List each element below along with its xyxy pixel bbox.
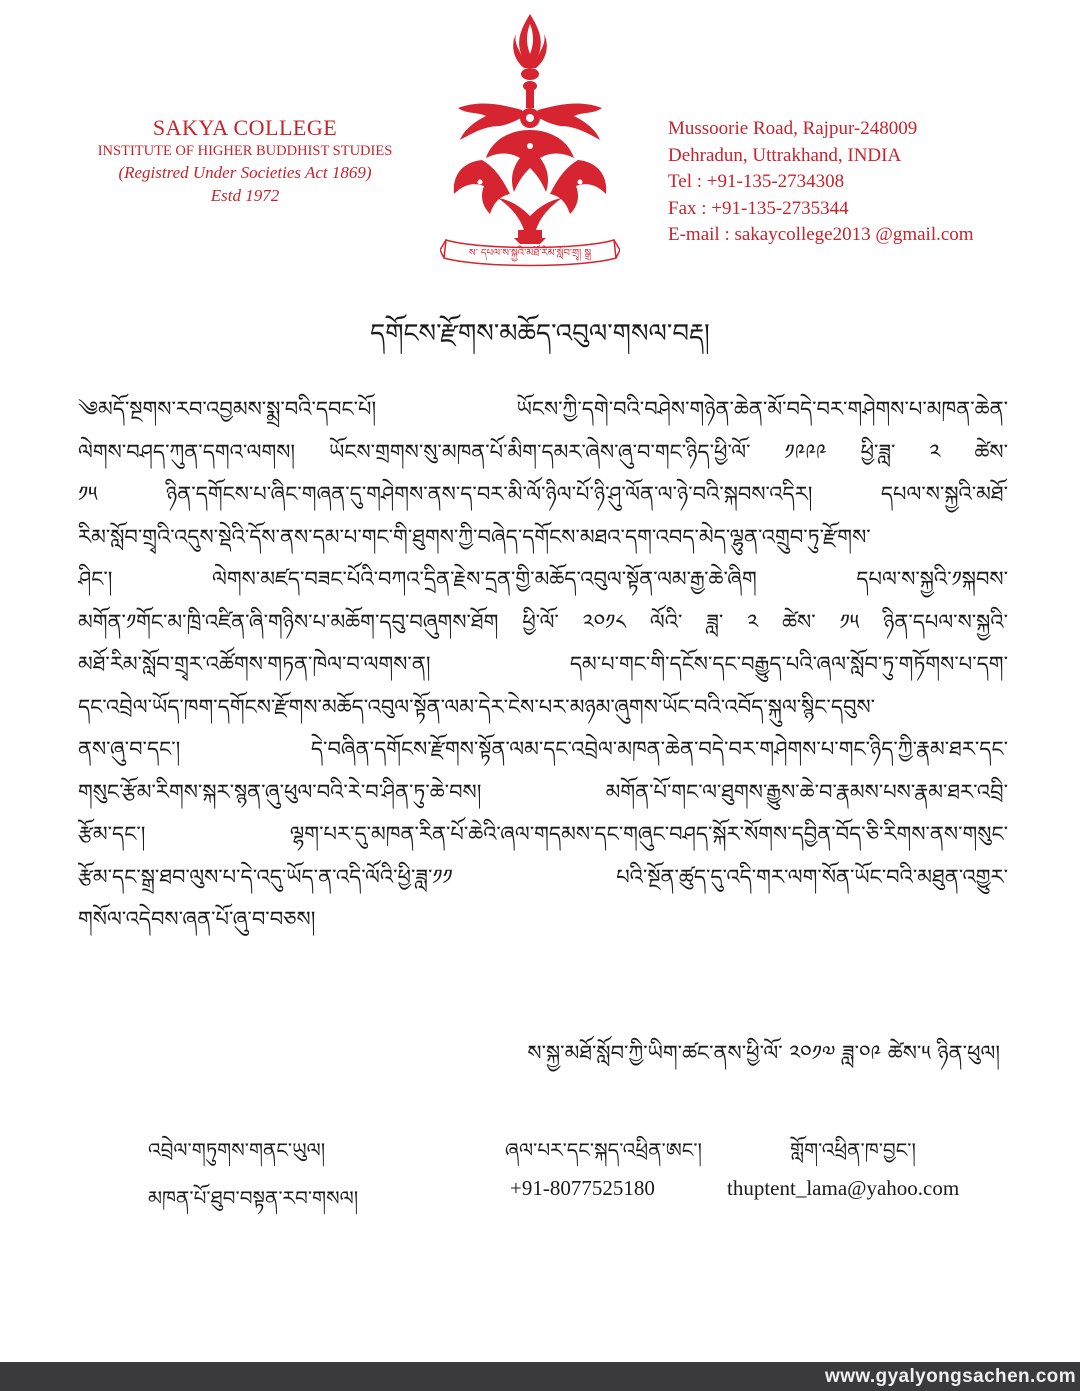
lotus-flame-emblem-icon xyxy=(440,12,620,267)
body-line: ནས་ཞུ་བ་དང་། དེ་བཞིན་དགོངས་རྫོགས་སྟོན་ལམ་དང་འབྲེལ་མཁན་ཆེན་བདེ་བར་གཤེགས་པ་གང་ཉིད་ཀྱི་རྣམ་ཐར་དང་ xyxy=(78,737,1008,761)
body-line: མགོན་༡གོང་མ་ཁྲི་འཛིན་ཞི་གཉིས་པ་མཆོག་དབུ་བཞུགས་ཐོག ཕྱི་ལོ་ ༢༠༡༨ ལོའི་ ཟླ་ ༢ ཚེས་ ༡༥ ཉིན་དཔལ་ས་སྐྱའི་ xyxy=(78,609,1008,634)
body-line: གསོལ་འདེབས་ཞན་པོ་ཞུ་བ་བཅས། xyxy=(78,907,316,931)
body-line: དང་འབྲེལ་ཡོད་ཁག་དགོངས་རྫོགས་མཆོད་འབུལ་སྟོན་ལམ་དེར་ངེས་པར་མཉམ་ཞུགས་ཡོང་བའི་འབོད་སྐུལ་སྙིང་དབུས་ xyxy=(78,694,876,719)
contact-person-name: མཁན་པོ་ཐུབ་བསྟན་རབ་གསལ། xyxy=(148,1186,359,1210)
emblem-banner-text: ས་ དཔལ་ས་སྐྱའི་མཐོ་རིམ་སློབ་གྲྭ། སྒྲ xyxy=(468,248,592,259)
fax: Fax : +91-135-2735344 xyxy=(668,197,849,219)
registration-note: (Registred Under Societies Act 1869) xyxy=(118,163,372,182)
college-name: SAKYA COLLEGE xyxy=(152,115,338,140)
email-label: གློག་འཕྲིན་ཁ་བྱང་། xyxy=(790,1138,916,1162)
address-line-2: Dehradun, Uttrakhand, INDIA xyxy=(668,144,902,166)
body-line: ལེགས་བཤད་ཀུན་དགའ་ལགས། ཡོངས་གྲགས་སུ་མཁན་པོ་མིག་དམར་ཞེས་ཞུ་བ་གང་ཉིད་ཕྱི་ལོ་ ༡༩༩༩ ཕྱི་ཟླ་ ༢ ཚེས་ xyxy=(78,439,1008,464)
site-watermark: www.gyalyongsachen.com xyxy=(825,1366,1076,1387)
body-line: ཤིང་། ལེགས་མཛད་བཟང་པོའི་བཀའ་དྲིན་རྗེས་དྲན་གྱི་མཆོད་འབུལ་སྟོན་ལམ་རྒྱ་ཆེ་ཞིག དཔལ་ས་སྐྱའི་༡སྐབས་ xyxy=(78,567,1008,591)
body-line: མཐོ་རིམ་སློབ་གྲྭར་འཚོགས་གཏན་ཁེལ་བ་ལགས་ན། དམ་པ་གང་གི་དངོས་དང་བརྒྱུད་པའི་ཞལ་སློབ་ཏུ་གཏོགས་པ་དག་ xyxy=(78,652,1008,676)
phone-label: ཞལ་པར་དང་སྐད་འཕྲིན་ཨང་། xyxy=(505,1138,702,1162)
contact-block xyxy=(668,116,974,249)
body-line: ༡༥ ཉིན་དགོངས་པ་ཞིང་གཞན་དུ་གཤེགས་ནས་ད་བར་མི་ལོ་ཉིལ་པོ་ཉི་ཤུ་ལོན་ལ་ཉེ་བའི་སྐབས་འདིར། དཔལ་ས་སྐྱའི་མཐོ་ xyxy=(78,482,1008,506)
letter-body xyxy=(78,388,1008,941)
email: E-mail : sakaycollege2013 @gmail.com xyxy=(668,224,974,245)
phone-number: +91-8077525180 xyxy=(510,1176,655,1200)
letter-title: དགོངས་རྫོགས་མཆོད་འབུལ་གསལ་བརྡ། xyxy=(370,319,710,349)
body-line: རྩོམ་དང་སྒྲ་ཐབ་ལུས་པ་དེ་འདུ་ཡོད་ན་འདི་ལོའི་ཕྱི་ཟླ་༡༡ པའི་སྔོན་ཚུད་དུ་འདི་གར་ལག་སོན་ཡོང་བའི་མཐུན་འགྱུར་ xyxy=(78,864,1008,889)
college-letterhead xyxy=(60,115,430,207)
institute-name: INSTITUTE OF HIGHER BUDDHIST STUDIES xyxy=(97,143,393,159)
email-address: thuptent_lama@yahoo.com xyxy=(727,1176,960,1200)
address-line-1: Mussoorie Road, Rajpur-248009 xyxy=(668,118,918,139)
body-line: གསུང་རྩོམ་རིགས་སྐར་སྙན་ཞུ་ཕུལ་བའི་རེ་བ་ཤིན་ཏུ་ཆེ་བས། མགོན་པོ་གང་ལ་ཐུགས་རྒྱུས་ཆེ་བ་རྣམས་པས་རྣམ་ཐར་འབྲི་ xyxy=(78,779,1008,804)
contact-person-label: འབྲེལ་གཏུགས་གནང་ཡུལ། xyxy=(148,1138,326,1162)
established-year: Estd 1972 xyxy=(210,186,280,205)
body-line: རྩོམ་དང་། ལྷག་པར་དུ་མཁན་རིན་པོ་ཆེའི་ཞལ་གདམས་དང་གཞུང་བཤད་སྐོར་སོགས་དབྱིན་བོད་ཅི་རིགས་ནས་གསུང་ xyxy=(78,822,1008,846)
telephone: Tel : +91-135-2734308 xyxy=(668,171,845,192)
body-line: ༄མདོ་སྔགས་རབ་འབྱམས་སྨྲ་བའི་དབང་པོ། ཡོངས་ཀྱི་དགེ་བའི་བཤེས་གཉེན་ཆེན་མོ་བདེ་བར་གཤེགས་པ་མཁན་ཆེན་ xyxy=(78,397,1008,421)
body-line: རིམ་སློབ་གྲྭའི་འདུས་སྡེའི་དོས་ནས་དམ་པ་གང་གི་ཐུགས་ཀྱི་བཞེད་དགོངས་མཐའ་དག་འབད་མེད་ལྷུན་འགྲུབ་ཏུ་རྫོགས་ xyxy=(78,524,871,549)
date-line: ས་སྐྱ་མཐོ་སློབ་ཀྱི་ཡིག་ཚང་ནས་ཕྱི་ལོ་ ༢༠༡༧ ཟླ་༠༩ ཚེས་༥ ཉིན་ཕུལ། xyxy=(527,1041,1000,1065)
